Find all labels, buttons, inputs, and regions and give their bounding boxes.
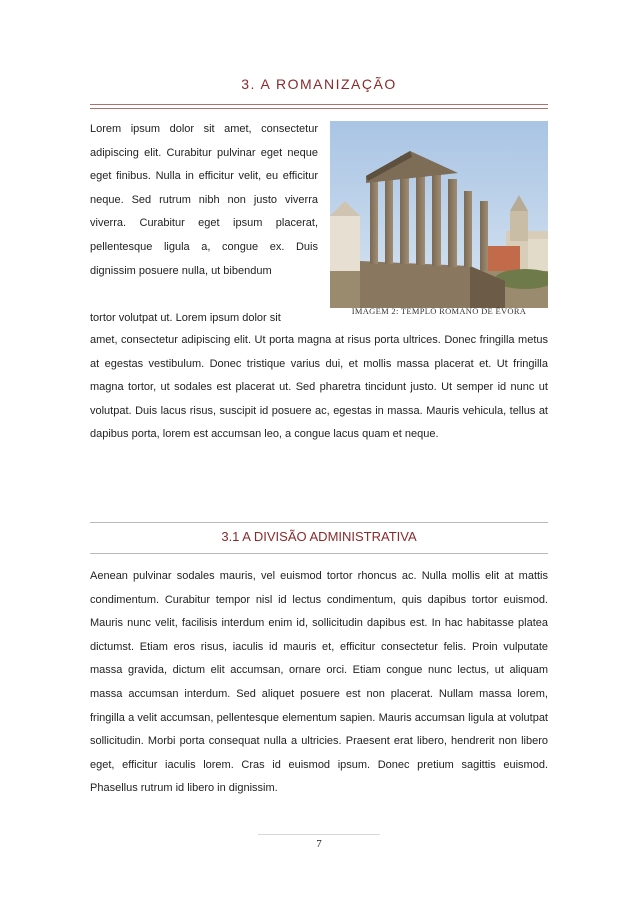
intro-paragraph-continued: amet, consectetur adipiscing elit. Ut porta magna at risus porta ultrices. Donec fringilla metus at egestas vestibulum. Donec tristique varius dui, et mollis massa placerat et. Ut fringilla magna tortor, ut sodales est placerat ut. Sed pharetra tincidunt justo. Ut semper id nunc ut volutpat. Duis lacus risus, suscipit id posuere ac, egestas in massa. Mauris vehicula, tellus at dapibus porta, lorem est accumsan leo, a congue lacus quam et neque. bbox=[90, 334, 548, 441]
section-rule-bottom bbox=[90, 553, 548, 554]
figure-caption: IMAGEM 2: TEMPLO ROMANO DE ÉVORA bbox=[351, 306, 527, 316]
page-number: 7 bbox=[316, 838, 322, 850]
intro-text-beside-image: Lorem ipsum dolor sit amet, consectetur adipiscing elit. Curabitur pulvinar eget neque eget finibus. Nulla in efficitur velit, eu efficitur neque. Sed rutrum nibh non justo viverra viverra. Curabitur eget ipsum placerat, pellentesque ligula a, congue ex. Duis dignissim posuere nulla, ut bibendum bbox=[90, 123, 318, 277]
section-title: 3.1 A DIVISÃO ADMINISTRATIVA bbox=[221, 529, 417, 544]
intro-paragraph bbox=[90, 118, 318, 330]
chapter-title: 3. A ROMANIZAÇÃO bbox=[241, 76, 397, 92]
temple-image bbox=[330, 121, 548, 308]
section-rule-top bbox=[90, 522, 548, 523]
footer-rule bbox=[258, 834, 380, 835]
section-paragraph: Aenean pulvinar sodales mauris, vel euismod tortor rhoncus ac. Nulla mollis elit at mattis condimentum. Curabitur tempor nisl id lectus condimentum, quis dapibus tortor euismod. Mauris nunc velit, facilisis interdum enim id, sollicitudin dapibus est. In hac habitasse platea dictumst. Etiam eros risus, iaculis id mauris et, efficitur consectetur felis. Proin vulputate massa gravida, dictum elit accumsan, ornare orci. Etiam congue nunc lectus, ut aliquam massa accumsan interdum. Sed aliquet posuere est non placerat. Nullam massa lorem, fringilla a velit accumsan, pellentesque elementum sapien. Mauris accumsan ligula at volutpat sollicitudin. Morbi porta consequat nulla a ultricies. Praesent erat libero, hendrerit non libero eget, efficitur iaculis lorem. Cras id euismod ipsum. Donec pretium sagittis euismod. Phasellus rutrum id libero in dignissim. bbox=[90, 570, 548, 795]
title-rule bbox=[90, 104, 548, 109]
intro-text-line-end: tortor volutpat ut. Lorem ipsum dolor sit bbox=[90, 311, 281, 324]
